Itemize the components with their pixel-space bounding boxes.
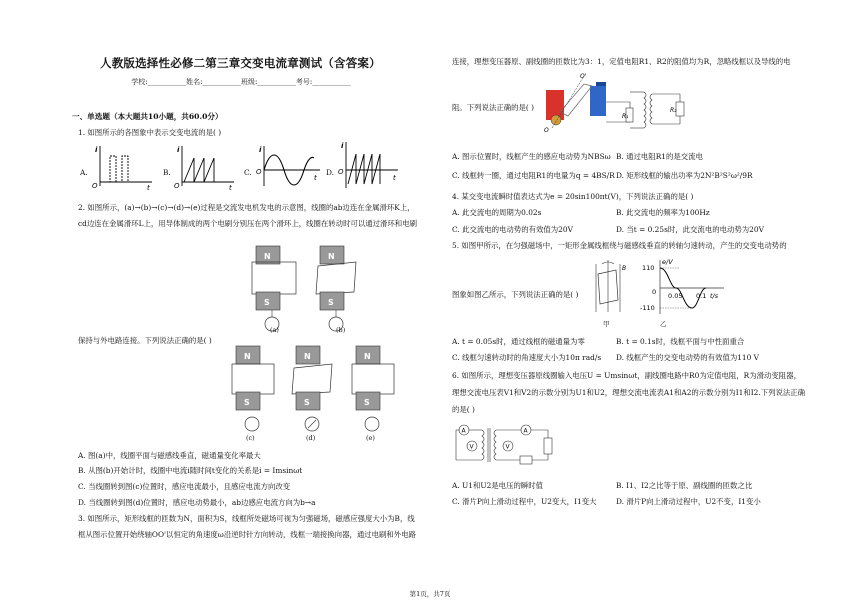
q2-stem-line2: cd边连在金属滑环L上，用导体制成的两个电刷分别压在两个滑环上，线圈在转动时可以通过滑环和电刷 xyxy=(78,219,417,228)
svg-text:R₁: R₁ xyxy=(622,113,629,120)
q1-label-c: C. xyxy=(244,168,252,177)
q3-option-b: B. 通过电阻R1的是交流电 xyxy=(616,152,703,161)
svg-text:R₂: R₂ xyxy=(670,107,677,114)
q1-label-a: A. xyxy=(80,168,88,177)
q3-option-a: A. 图示位置时，线框产生的感应电动势为NBSω xyxy=(452,152,611,161)
q5-graph-ylabel: e/V xyxy=(662,258,673,266)
svg-text:t: t xyxy=(229,184,232,190)
q5-fig-jia-label: 甲 xyxy=(603,320,610,328)
q3-option-c: C. 线框转一圈，通过电阻R1的电量为q = 4BS/R xyxy=(452,171,615,180)
q5-fig-yi-label: 乙 xyxy=(660,320,667,328)
svg-text:i: i xyxy=(177,146,180,154)
q2-fig-label-b: (b) xyxy=(336,326,346,334)
svg-text:t: t xyxy=(314,174,317,182)
svg-text:V: V xyxy=(469,443,474,451)
q5-graph-ymax: 110 xyxy=(642,264,655,272)
svg-text:N: N xyxy=(328,252,335,261)
svg-text:i: i xyxy=(341,142,344,150)
q2-figures-bottom xyxy=(222,340,402,442)
q2-fig-label-d: (d) xyxy=(306,434,316,442)
q5-option-c: C. 线框匀速转动时的角速度大小为10π rad/s xyxy=(452,353,602,362)
q5-graph-x2: 0.1 xyxy=(696,292,707,300)
q5-option-d: D. 线框产生的交变电动势的有效值为110 V xyxy=(616,353,760,362)
q6-option-c: C. 滑片P向上滑动过程中，U2变大，I1变大 xyxy=(452,497,597,506)
page-footer: 第1页，共7页 xyxy=(409,590,451,598)
q1-graph-a xyxy=(92,144,154,190)
q2-option-a: A. 图(a)中，线圈平面与磁感线垂直，磁通量变化率最大 xyxy=(78,451,261,460)
q4-option-d: D. 当t = 0.25s时，此交流电的电动势为20V xyxy=(616,225,764,234)
q6-circuit-figure xyxy=(452,420,556,468)
svg-text:i: i xyxy=(259,146,262,154)
svg-text:O': O' xyxy=(580,73,587,80)
q5-graph-origin: 0 xyxy=(652,288,657,296)
page-title: 人教版选择性必修二第三章交变电流章测试（含答案） xyxy=(100,56,381,70)
q3-option-d: D. 矩形线框的输出功率为2N²B²S²ω²/9R xyxy=(616,171,753,180)
svg-text:O: O xyxy=(174,182,180,190)
q2-option-c: C. 当线圈转到图(c)位置时，感应电流最小，且感应电流方向改变 xyxy=(78,482,291,491)
svg-text:N: N xyxy=(244,352,251,361)
q2-fig-label-a: (a) xyxy=(270,326,279,334)
q5-stem-line2: 图象如图乙所示，下列说法正确的是( ) xyxy=(452,290,579,299)
q4-stem: 4. 某交变电流瞬时值表达式为e = 20sin100πt(V)，下列说法正确的是( ) xyxy=(452,192,694,201)
svg-text:A: A xyxy=(461,427,466,435)
svg-text:A: A xyxy=(523,427,528,435)
svg-text:t: t xyxy=(393,174,396,182)
q1-graph-d xyxy=(338,140,400,192)
q4-option-c: C. 此交流电的电动势的有效值为20V xyxy=(452,225,573,234)
svg-text:S: S xyxy=(364,398,370,407)
q1-graph-c xyxy=(256,144,322,190)
svg-text:V: V xyxy=(505,443,510,451)
q5-fig-yi-graph xyxy=(640,256,730,318)
q3-right-line1: 连接，理想变压器原、副线圈的匝数比为3：1，定值电阻R1、R2的阻值均为R，忽略线框以及导线的电 xyxy=(452,57,791,66)
student-info-line: 学校:___________姓名:___________班级:___________考号:___________ xyxy=(131,78,351,86)
svg-text:O: O xyxy=(92,182,98,190)
q1-label-b: B. xyxy=(163,168,171,177)
q5-graph-ymin: -110 xyxy=(640,304,655,312)
q5-stem-line1: 5. 如图甲所示，在匀强磁场中，一矩形金属线框绕与磁感线垂直的转轴匀速转动，产生的交变电动势的 xyxy=(452,241,787,250)
q5-fig-jia xyxy=(590,256,632,318)
q6-option-a: A. U1和U2是电压的瞬时值 xyxy=(452,481,544,490)
q2-figures-top xyxy=(242,236,382,338)
svg-text:i: i xyxy=(95,146,98,154)
svg-text:S: S xyxy=(304,398,310,407)
svg-text:N: N xyxy=(264,252,271,261)
svg-text:S: S xyxy=(244,398,250,407)
q1-stem: 1. 如图所示的各图象中表示交变电流的是( ) xyxy=(78,128,222,137)
q4-option-a: A. 此交流电的周期为0.02s xyxy=(452,208,542,217)
q5-option-a: A. t = 0.05s时，通过线框的磁通量为零 xyxy=(452,337,585,346)
svg-text:O: O xyxy=(338,168,344,176)
svg-text:S: S xyxy=(264,298,270,307)
q4-option-b: B. 此交流电的频率为100Hz xyxy=(616,208,710,217)
q5-option-b: B. t = 0.1s时，线框平面与中性面重合 xyxy=(616,337,745,346)
q6-option-d: D. 滑片P向上滑动过程中，U2不变，I1变小 xyxy=(616,497,761,506)
svg-text:S: S xyxy=(328,298,334,307)
q2-option-d: D. 当线圈转到图(d)位置时，感应电动势最小，ab边感应电流方向为b→a xyxy=(78,498,316,507)
q2-fig-label-e: (e) xyxy=(366,434,375,442)
q6-stem-line1: 6. 如图所示，理想变压器原线圈输入电压U = Umsinωt，副线圈电路中R0为定值电阻，R为滑动变阻器， xyxy=(452,371,801,380)
q2-fig-label-c: (c) xyxy=(246,434,255,442)
q3-circuit-figure xyxy=(540,72,690,134)
q6-stem-line3: 的是( ) xyxy=(452,405,475,414)
svg-text:O: O xyxy=(256,168,262,176)
q6-option-b: B. I1、I2之比等于原、副线圈的匝数之比 xyxy=(616,481,753,490)
q3-right-line2: 阻。下列说法正确的是( ) xyxy=(452,103,535,112)
q1-label-d: D. xyxy=(326,168,335,177)
q2-stem-line3: 保持与外电路连接。下列说法正确的是( ) xyxy=(78,336,212,345)
q1-graph-b xyxy=(174,144,236,190)
q2-option-b: B. 从图(b)开始计时，线圈中电流i随时间t变化的关系是i = Imsinωt xyxy=(78,466,303,475)
q5-graph-x1: 0.05 xyxy=(668,292,683,300)
svg-text:N: N xyxy=(364,352,371,361)
q5-graph-xunit: t/s xyxy=(710,292,719,300)
q6-stem-line2: 理想交流电压表V1和V2的示数分别为U1和U2，理想交流电流表A1和A2的示数分别为I1和I2.下列说法正确 xyxy=(452,388,806,397)
section-heading: 一、单选题（本大题共10小题，共60.0分） xyxy=(72,112,223,121)
svg-text:O: O xyxy=(544,127,549,134)
svg-text:N: N xyxy=(304,352,311,361)
svg-text:t: t xyxy=(147,184,150,190)
svg-text:B: B xyxy=(622,265,627,272)
q3-stem-line2: 框从图示位置开始绕轴OO'以恒定的角速度ω沿逆时针方向转动，线框一端接换向器，通过电刷和外电路 xyxy=(78,530,416,539)
q3-stem-line1: 3. 如图所示，矩形线框的匝数为N，面积为S，线框所处磁场可视为匀强磁场，磁感应强度大小为B，线 xyxy=(78,514,415,523)
q2-stem-line1: 2. 如图所示，(a)→(b)→(c)→(d)→(e)过程是交流发电机发电的示意图，线圈的ab边连在金属滑环K上， xyxy=(78,203,415,212)
